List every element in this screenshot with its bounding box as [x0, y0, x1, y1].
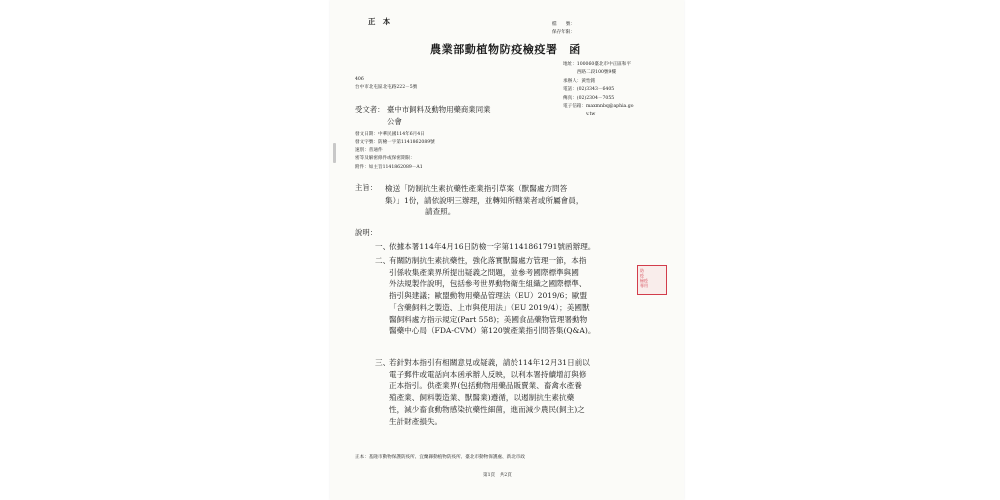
- recipient-name-cont: 公會: [387, 117, 402, 126]
- contact-email: 電子信箱：maxmnbq@aphia.go: [563, 104, 634, 109]
- file-number-label: 檔 號：: [552, 22, 575, 27]
- urgency: 速別：普通件: [355, 148, 383, 153]
- subject-line: 集）」1份，請依說明三辦理，並轉知所轄業者或所屬會員，: [385, 195, 584, 205]
- recipient-label: 受文者：: [355, 105, 385, 114]
- item-text: 有關防制抗生素抗藥性，強化落實獸醫處方管理一節，本指 引係收集產業界所提出疑義之問題，並參考國際標準與國 外法規製作說明，包括參考世界動物衛生組織之國際標準、 指引與建議；歐盟動物用藥品管理法（EU）2019/6；歐盟 「含藥飼料之製造、上市與使用法」（EU 2019/4）；美國獸 醫飼料處方指示規定(Part 558)；美國食品藥物管理署動物 醫藥中心局（FDA-CVM）第120號產業指引問答集(Q&A)。: [389, 256, 596, 336]
- item-number: 一、: [375, 242, 391, 251]
- subject-label: 主旨：: [355, 183, 378, 192]
- issue-number: 發文字號：防檢一字第1141862089號: [355, 140, 435, 145]
- recipient-name: 臺中市飼料及動物用藥商業同業: [387, 105, 491, 114]
- explanation-label: 說明：: [355, 228, 378, 237]
- binding-hole: [333, 152, 336, 163]
- item-text: 依據本署114年4月16日防檢一字第1141861791號函辦理。: [389, 242, 596, 251]
- item-text: 若針對本指引有相關意見或疑義，請於114年12月31日前以 電子郵件或電話向本函承辦人反映，以利本署持續增訂與修 正本指引。供產業界(包括動物用藥品販賣業、畜禽水產養 殖產業、飼料製造業、獸醫業)遵循，以遏制抗生素抗藥 性，減少畜食動物感染抗藥性細菌，進而減少農民(飼主)之 生計財產損失。: [389, 358, 590, 426]
- recipient-address: 台中市北屯區北屯路222－5號: [355, 85, 418, 90]
- attachment: 附件：如主旨1141862089－A1: [355, 165, 423, 170]
- contact-person: 承辦人：黃怡銘: [563, 79, 596, 84]
- item-number: 二、: [375, 256, 391, 265]
- subject-text: [385, 183, 665, 218]
- contact-fax: 傳真：(02)2304－7055: [563, 96, 615, 101]
- retention-period-label: 保存年限：: [552, 30, 575, 35]
- subject-line: 檢送「防制抗生素抗藥性產業指引草案（獸醫處方問答: [385, 184, 568, 193]
- red-seal-stamp: [637, 265, 667, 295]
- contact-phone: 電話：(02)3343－6405: [563, 87, 615, 92]
- sender-address-cont: 西路二段100號9樓: [563, 70, 617, 75]
- postal-code: 406: [355, 77, 364, 82]
- copy-label: 正 本: [368, 17, 391, 26]
- seal-text: 防: [640, 268, 644, 273]
- seal-text: 疫: [640, 273, 644, 278]
- subject-line: 請查照。: [425, 207, 456, 217]
- cc-line: 正本：基隆市動物保護防疫所、宜蘭縣動植物防疫所、臺北市動物保護處、新北市政: [355, 455, 525, 460]
- page-footer: 第1頁 共2頁: [483, 473, 512, 478]
- confidentiality: 密等及解密條件或保密期限：: [355, 156, 415, 161]
- seal-text: 檢疫: [640, 278, 648, 283]
- issue-date: 發文日期：中華民國114年6月4日: [355, 132, 425, 137]
- item-number: 三、: [375, 358, 391, 367]
- contact-email-cont: v.tw: [563, 112, 596, 117]
- document-title: 農業部動植物防疫檢疫署 函: [430, 43, 581, 56]
- seal-text: 專用: [640, 283, 648, 288]
- sender-address: 地址：100060臺北市中正區和平: [563, 62, 632, 67]
